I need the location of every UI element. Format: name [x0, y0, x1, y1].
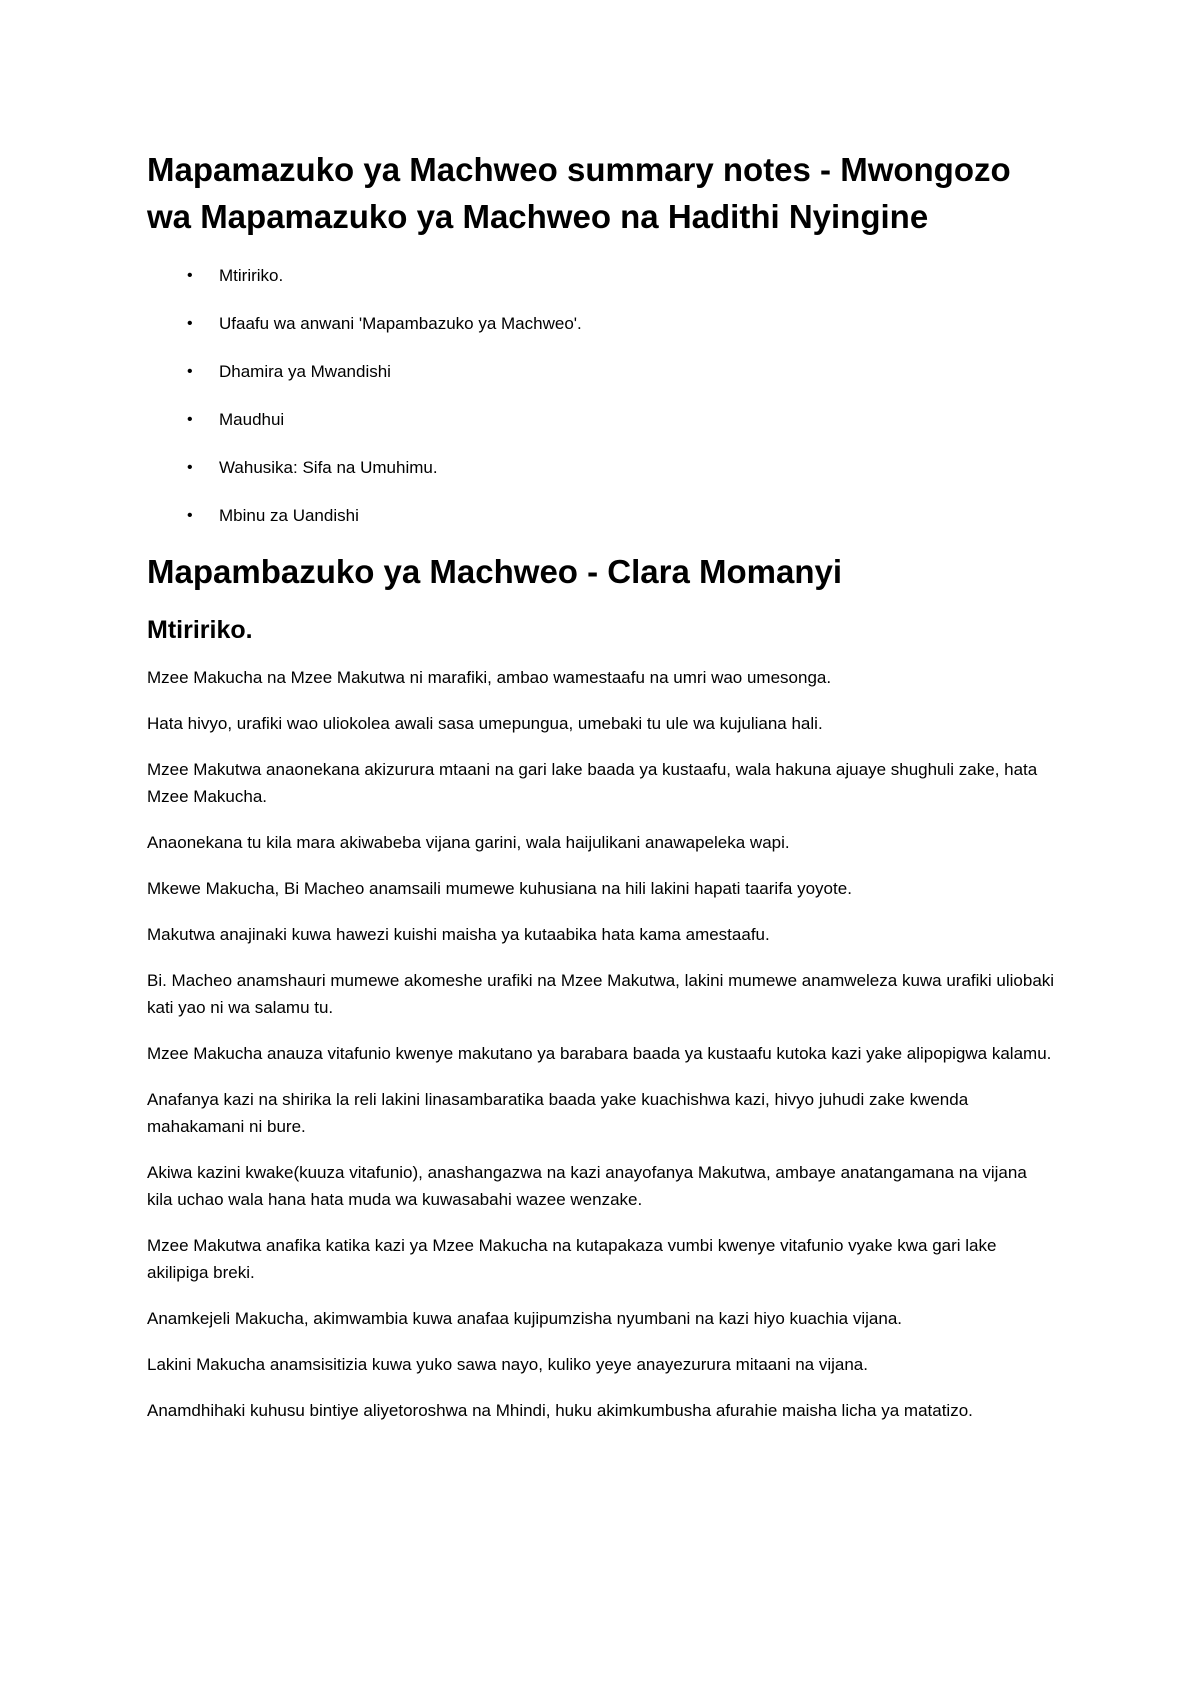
toc-item	[147, 264, 1057, 288]
bullet-icon: •	[187, 459, 193, 476]
table-of-contents	[147, 264, 1057, 528]
toc-item	[147, 408, 1057, 432]
toc-item-label: Ufaafu wa anwani 'Mapambazuko ya Machweo'.	[219, 314, 582, 333]
paragraph: Anaonekana tu kila mara akiwabeba vijana garini, wala haijulikani anawapeleka wapi.	[147, 833, 790, 852]
paragraph: Bi. Macheo anamshauri mumewe akomeshe urafiki na Mzee Makutwa, lakini mumewe anamweleza kuwa urafiki uliobaki kati yao ni wa salamu tu.	[147, 971, 1055, 1017]
body-text	[147, 664, 1057, 1424]
paragraph: Mkewe Makucha, Bi Macheo anamsaili mumewe kuhusiana na hili lakini hapati taarifa yoyote.	[147, 879, 852, 898]
paragraph: Anamdhihaki kuhusu bintiye aliyetoroshwa na Mhindi, huku akimkumbusha afurahie maisha licha ya matatizo.	[147, 1401, 973, 1420]
paragraph: Anafanya kazi na shirika la reli lakini linasambaratika baada yake kuachishwa kazi, hivyo juhudi zake kwenda mahakamani ni bure.	[147, 1090, 969, 1136]
bullet-icon: •	[187, 267, 193, 284]
paragraph: Lakini Makucha anamsisitizia kuwa yuko sawa nayo, kuliko yeye anayezurura mitaani na vijana.	[147, 1355, 868, 1374]
document-page	[147, 146, 1057, 1443]
toc-item	[147, 312, 1057, 336]
document-title: Mapamazuko ya Machweo summary notes - Mwongozo wa Mapamazuko ya Machweo na Hadithi Nyingine	[147, 151, 1011, 235]
toc-item	[147, 360, 1057, 384]
subsection-title: Mtiririko.	[147, 616, 253, 644]
paragraph: Mzee Makucha anauza vitafunio kwenye makutano ya barabara baada ya kustaafu kutoka kazi yake alipopigwa kalamu.	[147, 1044, 1052, 1063]
paragraph: Hata hivyo, urafiki wao uliokolea awali sasa umepungua, umebaki tu ule wa kujuliana hali.	[147, 714, 823, 733]
paragraph: Anamkejeli Makucha, akimwambia kuwa anafaa kujipumzisha nyumbani na kazi hiyo kuachia vijana.	[147, 1309, 902, 1328]
paragraph: Mzee Makutwa anaonekana akizurura mtaani na gari lake baada ya kustaafu, wala hakuna ajuaye shughuli zake, hata Mzee Makucha.	[147, 760, 1038, 806]
toc-item-label: Wahusika: Sifa na Umuhimu.	[219, 458, 438, 477]
section-title: Mapambazuko ya Machweo - Clara Momanyi	[147, 553, 843, 590]
toc-item	[147, 456, 1057, 480]
toc-item-label: Maudhui	[219, 410, 285, 429]
paragraph: Makutwa anajinaki kuwa hawezi kuishi maisha ya kutaabika hata kama amestaafu.	[147, 925, 770, 944]
bullet-icon: •	[187, 411, 193, 428]
bullet-icon: •	[187, 507, 193, 524]
paragraph: Mzee Makucha na Mzee Makutwa ni marafiki, ambao wamestaafu na umri wao umesonga.	[147, 668, 832, 687]
toc-item	[147, 504, 1057, 528]
bullet-icon: •	[187, 315, 193, 332]
toc-item-label: Mbinu za Uandishi	[219, 506, 359, 525]
toc-item-label: Dhamira ya Mwandishi	[219, 362, 391, 381]
toc-item-label: Mtiririko.	[219, 266, 284, 285]
bullet-icon: •	[187, 363, 193, 380]
paragraph: Akiwa kazini kwake(kuuza vitafunio), anashangazwa na kazi anayofanya Makutwa, ambaye anatangamana na vijana kila uchao wala hana hata muda wa kuwasabahi wazee wenzake.	[147, 1163, 1027, 1209]
paragraph: Mzee Makutwa anafika katika kazi ya Mzee Makucha na kutapakaza vumbi kwenye vitafunio vyake kwa gari lake akilipiga breki.	[147, 1236, 997, 1282]
